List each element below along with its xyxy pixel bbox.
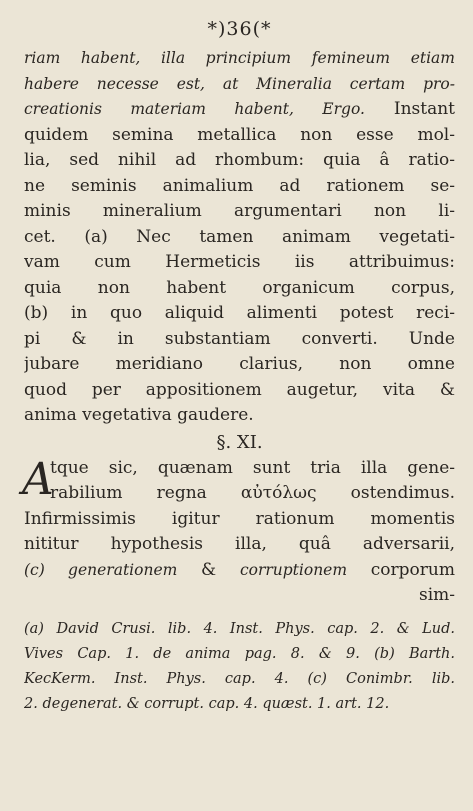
text-segment: vam cum Hermeticis iis attribuimus: xyxy=(24,252,455,272)
text-segment: jubare meridiano clarius, non omne xyxy=(24,354,455,374)
main-paragraph xyxy=(24,46,455,429)
text-segment: tque sic, quænam sunt tria illa gene- xyxy=(50,457,455,478)
text-line xyxy=(24,378,455,404)
text-line xyxy=(24,46,455,72)
dropcap-lines xyxy=(50,456,455,507)
footnote-line: (a) David Crusi. lib. 4. Inst. Phys. cap. 2. & Lud. xyxy=(24,620,455,637)
text-line xyxy=(24,507,455,533)
text-line xyxy=(24,276,455,302)
text-line xyxy=(50,456,455,482)
text-line xyxy=(24,72,455,98)
text-line xyxy=(24,148,455,174)
italic-segment: (c) generationem xyxy=(24,560,178,579)
text-line xyxy=(24,327,455,353)
text-segment: corporum xyxy=(347,559,455,580)
section-lines xyxy=(24,507,455,584)
text-line xyxy=(24,558,455,584)
text-segment: quidem semina metallica non esse mol- xyxy=(24,124,455,145)
text-line xyxy=(24,403,455,429)
footnote-line: 2. degenerat. & corrupt. cap. 4. quæst. 1. art. 12. xyxy=(24,695,390,712)
text-segment: nititur hypothesis illa, quâ adversarii, xyxy=(24,534,455,554)
text-line xyxy=(50,481,455,507)
text-segment: lia, sed nihil ad rhombum: quia â ratio- xyxy=(24,150,455,170)
text-segment: (b) in quo aliquid alimenti potest reci- xyxy=(24,303,455,323)
text-line xyxy=(24,123,455,149)
text-segment: Instant xyxy=(364,99,455,119)
text-segment: quia non habent organicum corpus, xyxy=(24,277,455,298)
text-line xyxy=(24,225,455,251)
italic-segment: habere necesse est, at Mineralia certam pro- xyxy=(24,74,455,93)
text-segment: rabilium regna αὐτόλως ostendimus. xyxy=(50,483,455,503)
text-segment: minis mineralium argumentari non li- xyxy=(24,201,455,221)
text-line xyxy=(24,532,455,558)
text-segment: pi & in substantiam converti. Unde xyxy=(24,328,455,349)
footnotes xyxy=(24,617,455,717)
text-line xyxy=(24,97,455,123)
section-paragraph xyxy=(22,453,455,609)
text-line xyxy=(24,352,455,378)
drop-capital: A xyxy=(22,453,54,505)
text-segment: & xyxy=(177,559,240,580)
text-segment: Infirmissimis igitur rationum momentis xyxy=(24,508,455,529)
catchword: sim- xyxy=(418,585,455,605)
italic-segment: riam habent, illa principium femineum etiam xyxy=(24,49,455,67)
text-segment: ne seminis animalium ad rationem se- xyxy=(24,175,455,196)
dropcap-row xyxy=(22,453,455,507)
text-line xyxy=(24,174,455,200)
text-line xyxy=(24,199,455,225)
footnote-line: KecKerm. Inst. Phys. cap. 4. (c) Conimbr. lib. xyxy=(24,670,455,687)
text-segment: quod per appositionem augetur, vita & xyxy=(24,379,455,400)
text-segment: anima vegetativa gaudere. xyxy=(24,405,254,425)
page-header: *)36(* xyxy=(207,18,272,40)
footnote-line: Vives Cap. 1. de anima pag. 8. & 9. (b) Barth. xyxy=(24,645,455,662)
italic-segment: creationis materiam habent, Ergo. xyxy=(24,100,365,118)
text-line xyxy=(24,301,455,327)
italic-segment: corruptionem xyxy=(239,560,348,579)
text-segment: cet. (a) Nec tamen animam vegetati- xyxy=(24,226,455,247)
section-heading: §. XI. xyxy=(216,431,263,453)
text-line xyxy=(24,250,455,276)
